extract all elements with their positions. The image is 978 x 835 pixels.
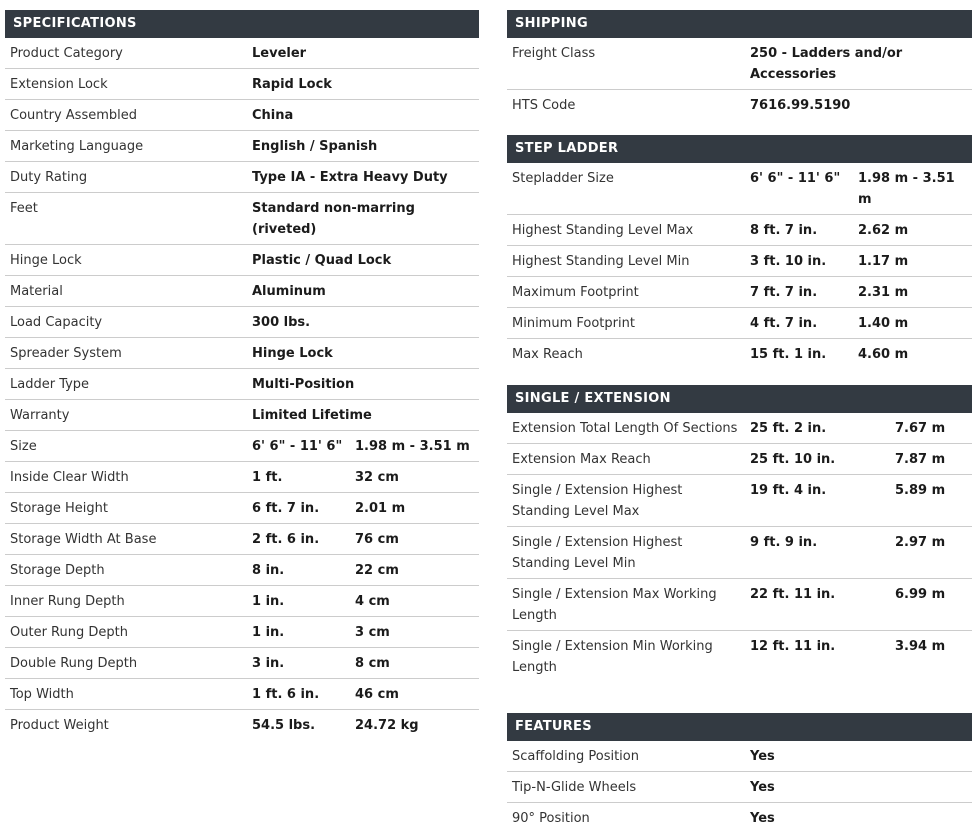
spec-label: Single / Extension Max Working Length bbox=[507, 579, 745, 631]
spec-label: HTS Code bbox=[512, 98, 576, 113]
spec-label: 90° Position bbox=[512, 811, 590, 826]
spec-value-metric: 2.97 m bbox=[890, 527, 972, 579]
spec-value-imperial: 6' 6" - 11' 6" bbox=[745, 163, 853, 215]
spec-value-metric: 3 cm bbox=[350, 617, 479, 648]
section-title-step-ladder: STEP LADDER bbox=[507, 135, 972, 163]
table-row bbox=[507, 413, 972, 444]
spec-label: Extension Lock bbox=[5, 69, 247, 100]
table-row bbox=[5, 162, 479, 193]
spec-value-imperial: 25 ft. 10 in. bbox=[745, 444, 890, 475]
table-row bbox=[507, 339, 972, 370]
table-row bbox=[5, 710, 479, 741]
spec-value-metric: 8 cm bbox=[350, 648, 479, 679]
table-row bbox=[5, 69, 479, 100]
spec-value-imperial: 19 ft. 4 in. bbox=[745, 475, 890, 527]
spec-value: Leveler bbox=[247, 38, 479, 69]
spec-value: Aluminum bbox=[247, 276, 479, 307]
spec-label: Inside Clear Width bbox=[5, 462, 247, 493]
spec-value-metric: 4.60 m bbox=[858, 347, 909, 362]
spec-value-metric: 1.17 m bbox=[853, 246, 972, 277]
spec-value: Yes bbox=[745, 741, 972, 772]
features-table bbox=[507, 741, 972, 833]
section-title-shipping: SHIPPING bbox=[507, 10, 972, 38]
spec-label: Material bbox=[5, 276, 247, 307]
spec-value-imperial: 8 ft. 7 in. bbox=[745, 215, 853, 246]
section-title-features: FEATURES bbox=[507, 713, 972, 741]
spec-label: Feet bbox=[5, 193, 247, 245]
spec-value-imperial: 3 in. bbox=[247, 648, 350, 679]
spec-value: Plastic / Quad Lock bbox=[247, 245, 479, 276]
section-shipping bbox=[507, 10, 972, 120]
spec-label: Load Capacity bbox=[5, 307, 247, 338]
spec-value-metric: 1.98 m - 3.51 m bbox=[853, 163, 972, 215]
spec-value-imperial: 12 ft. 11 in. bbox=[750, 639, 836, 654]
table-row bbox=[5, 648, 479, 679]
spec-value-imperial: 1 ft. 6 in. bbox=[247, 679, 350, 710]
spec-value: Yes bbox=[745, 772, 972, 803]
spec-label: Highest Standing Level Max bbox=[507, 215, 745, 246]
spec-label: Ladder Type bbox=[5, 369, 247, 400]
table-row bbox=[507, 277, 972, 308]
section-step-ladder bbox=[507, 135, 972, 369]
table-row bbox=[507, 631, 972, 683]
table-row bbox=[5, 493, 479, 524]
spec-label: Minimum Footprint bbox=[507, 308, 745, 339]
spec-label: Inner Rung Depth bbox=[5, 586, 247, 617]
spec-value-imperial: 1 ft. bbox=[247, 462, 350, 493]
table-row bbox=[507, 579, 972, 631]
spec-value-imperial: 54.5 lbs. bbox=[252, 718, 316, 733]
table-row bbox=[507, 308, 972, 339]
spec-label: Top Width bbox=[5, 679, 247, 710]
table-row bbox=[5, 307, 479, 338]
spec-value-imperial: 6 ft. 7 in. bbox=[247, 493, 350, 524]
spec-value-metric: 22 cm bbox=[350, 555, 479, 586]
spec-value-imperial: 3 ft. 10 in. bbox=[745, 246, 853, 277]
spec-label: Extension Max Reach bbox=[507, 444, 745, 475]
spec-label: Maximum Footprint bbox=[507, 277, 745, 308]
table-row bbox=[5, 462, 479, 493]
spec-value-metric: 76 cm bbox=[350, 524, 479, 555]
spec-value: Rapid Lock bbox=[247, 69, 479, 100]
spec-label: Duty Rating bbox=[5, 162, 247, 193]
spec-label: Tip-N-Glide Wheels bbox=[507, 772, 745, 803]
spec-value: 7616.99.5190 bbox=[750, 98, 851, 113]
table-row bbox=[5, 338, 479, 369]
spec-label: Storage Height bbox=[5, 493, 247, 524]
table-row bbox=[5, 38, 479, 69]
spec-value-metric: 2.31 m bbox=[853, 277, 972, 308]
table-row bbox=[5, 617, 479, 648]
spec-value: Hinge Lock bbox=[247, 338, 479, 369]
spec-value-imperial: 25 ft. 2 in. bbox=[745, 413, 890, 444]
spec-label: Size bbox=[5, 431, 247, 462]
spec-label: Extension Total Length Of Sections bbox=[507, 413, 745, 444]
spec-label: Max Reach bbox=[512, 347, 583, 362]
spec-value: Type IA - Extra Heavy Duty bbox=[247, 162, 479, 193]
spec-value: English / Spanish bbox=[247, 131, 479, 162]
section-title-specifications: SPECIFICATIONS bbox=[5, 10, 479, 38]
section-specifications bbox=[5, 10, 479, 740]
table-row bbox=[507, 90, 972, 121]
spec-label: Hinge Lock bbox=[5, 245, 247, 276]
spec-value-metric: 2.62 m bbox=[853, 215, 972, 246]
left-column bbox=[5, 10, 479, 833]
table-row bbox=[5, 679, 479, 710]
table-row bbox=[507, 741, 972, 772]
table-row bbox=[5, 131, 479, 162]
spec-value-metric: 1.98 m - 3.51 m bbox=[350, 431, 479, 462]
spec-value: China bbox=[247, 100, 479, 131]
spec-value: Multi-Position bbox=[247, 369, 479, 400]
spec-label: Warranty bbox=[5, 400, 247, 431]
spec-value-imperial: 8 in. bbox=[247, 555, 350, 586]
table-row bbox=[507, 38, 972, 90]
spec-value-metric: 1.40 m bbox=[853, 308, 972, 339]
table-row bbox=[5, 193, 479, 245]
spec-value-metric: 3.94 m bbox=[895, 639, 946, 654]
table-row bbox=[507, 163, 972, 215]
spec-value-metric: 46 cm bbox=[350, 679, 479, 710]
table-row bbox=[507, 772, 972, 803]
single-extension-table bbox=[507, 413, 972, 682]
spec-label: Stepladder Size bbox=[507, 163, 745, 215]
table-row bbox=[507, 803, 972, 834]
spec-value: Limited Lifetime bbox=[247, 400, 479, 431]
spec-value-metric: 7.67 m bbox=[890, 413, 972, 444]
spec-value-metric: 4 cm bbox=[350, 586, 479, 617]
table-row bbox=[5, 431, 479, 462]
spec-value-metric: 2.01 m bbox=[350, 493, 479, 524]
right-column bbox=[507, 10, 972, 833]
spec-label: Single / Extension Min Working Length bbox=[512, 639, 713, 675]
spec-value-imperial: 15 ft. 1 in. bbox=[750, 347, 827, 362]
spec-value-metric: 5.89 m bbox=[890, 475, 972, 527]
table-row bbox=[5, 555, 479, 586]
spec-label: Freight Class bbox=[507, 38, 745, 90]
spec-value-metric: 7.87 m bbox=[890, 444, 972, 475]
spec-label: Highest Standing Level Min bbox=[507, 246, 745, 277]
spec-value-imperial: 22 ft. 11 in. bbox=[745, 579, 890, 631]
spec-value-metric: 32 cm bbox=[350, 462, 479, 493]
section-title-single-extension: SINGLE / EXTENSION bbox=[507, 385, 972, 413]
spec-value-imperial: 4 ft. 7 in. bbox=[745, 308, 853, 339]
spec-label: Outer Rung Depth bbox=[5, 617, 247, 648]
spec-label: Storage Depth bbox=[5, 555, 247, 586]
spec-value-metric: 24.72 kg bbox=[355, 718, 419, 733]
spec-label: Product Category bbox=[5, 38, 247, 69]
spec-label: Scaffolding Position bbox=[507, 741, 745, 772]
table-row bbox=[5, 369, 479, 400]
spec-value-imperial: 2 ft. 6 in. bbox=[247, 524, 350, 555]
table-row bbox=[5, 276, 479, 307]
spec-label: Single / Extension Highest Standing Level Max bbox=[507, 475, 745, 527]
table-row bbox=[507, 215, 972, 246]
spec-label: Storage Width At Base bbox=[5, 524, 247, 555]
spec-label: Double Rung Depth bbox=[5, 648, 247, 679]
spec-value-metric: 6.99 m bbox=[890, 579, 972, 631]
table-row bbox=[5, 400, 479, 431]
spec-value-imperial: 1 in. bbox=[247, 586, 350, 617]
specifications-table bbox=[5, 38, 479, 740]
table-row bbox=[5, 100, 479, 131]
step-ladder-table bbox=[507, 163, 972, 369]
spec-label: Product Weight bbox=[10, 718, 109, 733]
spec-value: Yes bbox=[750, 811, 775, 826]
table-row bbox=[507, 527, 972, 579]
spec-value-imperial: 1 in. bbox=[247, 617, 350, 648]
spec-value-imperial: 9 ft. 9 in. bbox=[745, 527, 890, 579]
spec-value-imperial: 6' 6" - 11' 6" bbox=[247, 431, 350, 462]
spec-value: Standard non-marring (riveted) bbox=[247, 193, 479, 245]
spec-value: 300 lbs. bbox=[247, 307, 479, 338]
table-row bbox=[5, 524, 479, 555]
table-row bbox=[5, 245, 479, 276]
table-row bbox=[507, 475, 972, 527]
table-row bbox=[507, 444, 972, 475]
spec-label: Marketing Language bbox=[5, 131, 247, 162]
spec-label: Spreader System bbox=[5, 338, 247, 369]
spec-value: 250 - Ladders and/or Accessories bbox=[745, 38, 972, 90]
spec-label: Country Assembled bbox=[5, 100, 247, 131]
section-features bbox=[507, 713, 972, 833]
section-single-extension bbox=[507, 385, 972, 682]
shipping-table bbox=[507, 38, 972, 120]
spec-value-imperial: 7 ft. 7 in. bbox=[745, 277, 853, 308]
table-row bbox=[507, 246, 972, 277]
table-row bbox=[5, 586, 479, 617]
spec-label: Single / Extension Highest Standing Level Min bbox=[507, 527, 745, 579]
